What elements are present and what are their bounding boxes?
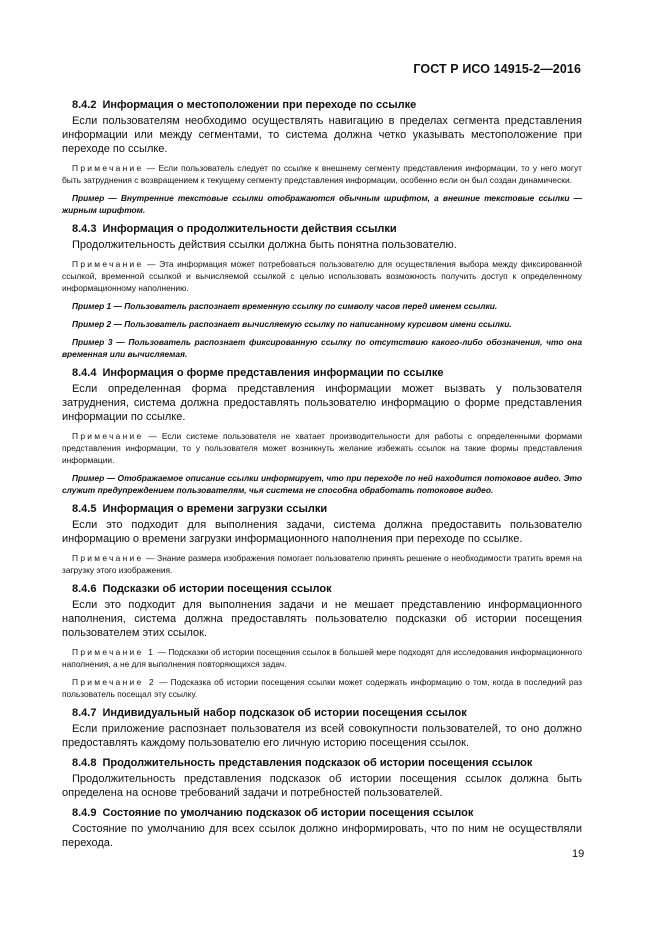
note-text: — Знание размера изображения помогает пользователю принять решение о необходимости тратить время на загрузку этого изображения. (62, 553, 582, 575)
section-number: 8.4.2 (72, 99, 97, 111)
section-title: Подсказки об истории посещения ссылок (102, 583, 332, 595)
section-heading (72, 806, 582, 820)
paragraph: Если приложение распознает пользователя из всей совокупности пользователей, то оно должно предоставлять каждому пользователю его личную историю посещения ссылок. (62, 723, 582, 749)
section-title: Состояние по умолчанию подсказок об истории посещения ссылок (102, 807, 474, 819)
section-number: 8.4.7 (72, 707, 97, 719)
note-label: Примечание (72, 259, 144, 269)
note-text: — Если пользователь следует по ссылке к внешнему сегменту представления информации, то у него могут быть затруднения с возвращением к текущему сегменту представления информации, особенно если он был создан динамически. (62, 163, 582, 185)
note-index: 1 (143, 647, 156, 657)
example: Пример 3 — Пользователь распознает фиксированную ссылку по отсутствию какого-либо обозначения, что она временная или вычисляемая. (62, 337, 582, 359)
note-label: Примечание (72, 647, 144, 657)
note-text: — Подсказки об истории посещения ссылок в большей мере подходят для исследования информационного наполнения, а не для выполнения повторяющихся задач. (62, 647, 582, 669)
paragraph: Состояние по умолчанию для всех ссылок должно информировать, что по ним не осуществляли перехода. (62, 823, 582, 849)
note-label: Примечание (72, 677, 144, 687)
note (62, 676, 582, 700)
note-text: — Эта информация может потребоваться пользователю для осуществления выбора между фиксированной ссылкой, временной ссылкой и вычисляемой ссылкой с целью использовать возможность получить доступ к определенному информационному наполнению. (62, 259, 582, 293)
note (62, 552, 582, 576)
section-title: Информация о местоположении при переходе по ссылке (102, 99, 417, 111)
section-heading (72, 706, 582, 720)
paragraph: Если это подходит для выполнения задачи, система должна предоставить пользователю информацию о времени загрузки информационного наполнения при переходе по ссылке. (62, 519, 582, 545)
note-text: — Подсказка об истории посещения ссылки может содержать информацию о том, когда в последний раз пользователь посещал эту ссылку. (62, 677, 582, 699)
section-heading (72, 98, 582, 112)
paragraph: Продолжительность действия ссылки должна быть понятна пользователю. (72, 239, 457, 251)
page-number: 19 (572, 848, 585, 860)
section-number: 8.4.9 (72, 807, 97, 819)
section-heading (72, 756, 582, 770)
example: Пример — Отображаемое описание ссылки информирует, что при переходе по ней находится потоковое видео. Это служит предупреждением пользователям, чья система не способна обработать потоковое видео. (62, 473, 582, 495)
section-title: Продолжительность представления подсказок об истории посещения ссылок (102, 757, 533, 769)
page-content (62, 94, 582, 856)
section-heading (72, 582, 582, 596)
section-heading (72, 366, 582, 380)
note-label: Примечание (72, 431, 144, 441)
note-label: Примечание (72, 553, 144, 563)
note-index: 2 (143, 677, 156, 687)
note (62, 162, 582, 186)
note (62, 258, 582, 294)
section-number: 8.4.4 (72, 367, 97, 379)
section-number: 8.4.8 (72, 757, 97, 769)
paragraph: Если определенная форма представления информации может вызвать у пользователя затруднения, система должна предоставлять пользователю информацию о форме представления информации по ссылке. (62, 383, 582, 423)
section-heading (72, 222, 582, 236)
document-header: ГОСТ Р ИСО 14915-2—2016 (413, 62, 581, 76)
paragraph: Продолжительность представления подсказок об истории посещения ссылок должна быть определена на основе требований задачи и потребностей пользователей. (62, 773, 582, 799)
example: Пример — Внутренние текстовые ссылки отображаются обычным шрифтом, а внешние текстовые ссылки — жирным шрифтом. (62, 193, 582, 215)
section-title: Информация о форме представления информации по ссылке (102, 367, 444, 379)
section-title: Информация о времени загрузки ссылки (102, 503, 328, 515)
note-label: Примечание (72, 163, 144, 173)
paragraph: Если пользователям необходимо осуществлять навигацию в пределах сегмента представления информации или между сегментами, то система должна четко указывать местоположение при переходе по ссылке. (62, 115, 582, 155)
example: Пример 1 — Пользователь распознает временную ссылку по символу часов перед именем ссылки. (72, 301, 498, 311)
section-heading (72, 502, 582, 516)
section-title: Информация о продолжительности действия ссылки (102, 223, 397, 235)
section-number: 8.4.5 (72, 503, 97, 515)
note (62, 430, 582, 466)
section-number: 8.4.6 (72, 583, 97, 595)
section-number: 8.4.3 (72, 223, 97, 235)
paragraph: Если это подходит для выполнения задачи и не мешает представлению информационного наполнения, система должна предоставлять пользователю подсказки об истории посещения пользователем этих ссылок. (62, 599, 582, 639)
example: Пример 2 — Пользователь распознает вычисляемую ссылку по написанному курсивом имени ссылки. (72, 319, 512, 329)
note (62, 646, 582, 670)
note-text: — Если системе пользователя не хватает производительности для работы с определенными формами представления информации, то у пользователя может возникнуть желание избежать ссылок на такие формы представления информации. (62, 431, 582, 465)
section-title: Индивидуальный набор подсказок об истории посещения ссылок (102, 707, 467, 719)
